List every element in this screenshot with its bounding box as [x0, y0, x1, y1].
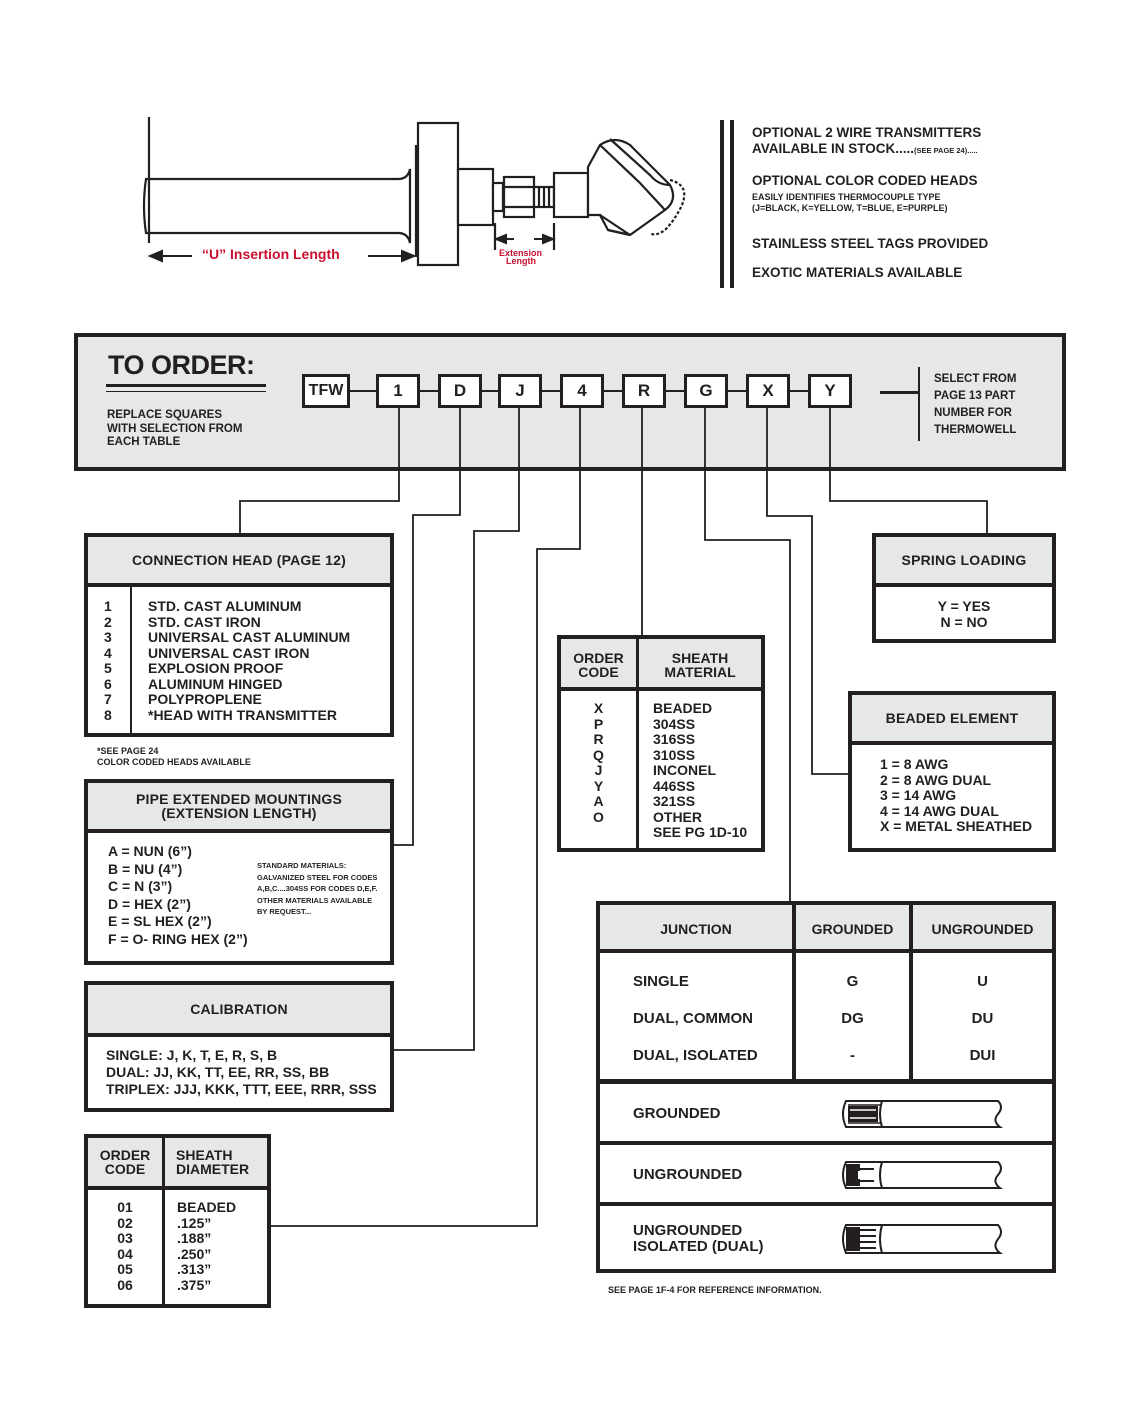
- connection-head-items: [148, 599, 350, 723]
- code-cell: 1: [104, 598, 112, 614]
- code-cell: R: [593, 731, 604, 747]
- order-code-diameter[interactable]: 4: [560, 374, 604, 408]
- item-cell: X = METAL SHEATHED: [880, 818, 1033, 834]
- code-cell: 04: [117, 1245, 133, 1262]
- junction-row-single: SINGLE: [633, 973, 689, 990]
- item-cell: ALUMINUM HINGED: [148, 675, 283, 692]
- connection-head-table: [84, 533, 394, 737]
- junction-row-dual-isolated-g: -: [850, 1047, 855, 1064]
- feature-in-stock-note: (SEE PAGE 24).....: [914, 146, 978, 155]
- junction-table: [596, 901, 1056, 1273]
- order-code-extension[interactable]: D: [438, 374, 482, 408]
- item-cell: 4 = 14 AWG DUAL: [880, 802, 999, 819]
- order-code-spring[interactable]: Y: [808, 374, 852, 408]
- sheath-diameter-table: [84, 1134, 271, 1308]
- item-cell: F = O- RING HEX (2”): [108, 930, 248, 947]
- sheath-material-col2: [639, 651, 761, 679]
- junction-row-dual-isolated-u: DUI: [969, 1047, 996, 1064]
- order-code-calibration[interactable]: J: [498, 374, 542, 408]
- order-instruction-line: WITH SELECTION FROM: [107, 422, 243, 435]
- item-cell: OTHER: [653, 808, 702, 825]
- item-cell: BEADED: [177, 1199, 237, 1215]
- sheath-material-items: [653, 701, 747, 841]
- grounded-junction-icon: [838, 1097, 1008, 1131]
- spring-loading-title: SPRING LOADING: [876, 537, 1052, 587]
- item-cell: UNIVERSAL CAST IRON: [148, 644, 310, 661]
- item-cell: STD. CAST IRON: [148, 613, 261, 630]
- item-cell: B = NU (4”): [108, 860, 183, 877]
- insertion-length-label: “U” Insertion Length: [202, 246, 340, 262]
- sheath-diameter-col1: [88, 1148, 162, 1176]
- order-code-junction[interactable]: G: [684, 374, 728, 408]
- order-code-head[interactable]: 1: [376, 374, 420, 408]
- item-cell: POLYPROPLENE: [148, 691, 262, 707]
- code-cell: 8: [104, 706, 112, 723]
- calibration-title: CALIBRATION: [88, 985, 390, 1037]
- note-line: BY REQUEST...: [257, 907, 312, 916]
- junction-footnote: SEE PAGE 1F-4 FOR REFERENCE INFORMATION.: [608, 1285, 822, 1295]
- select-note-line: THERMOWELL: [934, 424, 1017, 436]
- junction-header-junction: JUNCTION: [660, 921, 732, 937]
- type-line: UNGROUNDED: [633, 1222, 743, 1239]
- junction-row-dual-common-u: DU: [971, 1010, 994, 1027]
- item-cell: UNIVERSAL CAST ALUMINUM: [148, 629, 351, 645]
- feature-color-heads-desc: EASILY IDENTIFIES THERMOCOUPLE TYPE: [752, 192, 941, 202]
- code-cell: 4: [104, 644, 112, 661]
- junction-row-single-u: U: [977, 973, 988, 990]
- code-cell: Q: [593, 746, 604, 763]
- junction-type-ungrounded-isolated: [633, 1223, 764, 1255]
- beaded-element-table: [848, 691, 1056, 852]
- order-code-material[interactable]: R: [622, 374, 666, 408]
- code-cell: 01: [117, 1199, 133, 1215]
- code-cell: X: [593, 700, 604, 716]
- connection-head-note: [97, 746, 251, 768]
- col-header-line: CODE: [104, 1161, 146, 1177]
- sheath-material-col1: [561, 651, 636, 679]
- code-cell: O: [593, 808, 604, 825]
- extension-length-label-2: Length: [506, 256, 536, 266]
- item-cell: 316SS: [653, 731, 696, 747]
- select-note-line: SELECT FROM: [934, 373, 1017, 385]
- col-header-line: MATERIAL: [664, 664, 736, 680]
- ungrounded-isolated-junction-icon: [838, 1221, 1008, 1257]
- sheath-diameter-col2: [176, 1148, 249, 1176]
- item-cell: .188”: [177, 1230, 212, 1246]
- feature-transmitters: OPTIONAL 2 WIRE TRANSMITTERS: [752, 125, 982, 140]
- order-instruction-line: EACH TABLE: [107, 436, 181, 448]
- code-cell: 2: [104, 613, 112, 630]
- item-cell: N = NO: [940, 613, 988, 630]
- item-cell: 310SS: [653, 746, 696, 763]
- order-title: TO ORDER:: [108, 350, 255, 380]
- calibration-table: [84, 981, 394, 1112]
- item-cell: 304SS: [653, 715, 696, 732]
- code-cell: 3: [104, 629, 112, 645]
- pipe-extension-note: [257, 860, 377, 918]
- item-cell: .125”: [177, 1214, 212, 1231]
- select-note-line: PAGE 13 PART: [934, 390, 1016, 402]
- junction-divider-a: [600, 1079, 1052, 1084]
- junction-type-ungrounded: UNGROUNDED: [633, 1166, 743, 1183]
- feature-color-heads: OPTIONAL COLOR CODED HEADS: [752, 173, 978, 188]
- item-cell: 2 = 8 AWG DUAL: [880, 771, 992, 788]
- title-line: PIPE EXTENDED MOUNTINGS: [135, 791, 343, 807]
- junction-type-grounded: GROUNDED: [633, 1105, 721, 1122]
- spring-loading-items: [876, 599, 1052, 630]
- item-cell: SEE PG 1D-10: [653, 824, 748, 840]
- sheath-diameter-codes: [88, 1200, 162, 1293]
- item-cell: D = HEX (2”): [108, 895, 191, 912]
- beaded-element-items: [880, 757, 1032, 835]
- order-code-tfw: TFW: [302, 374, 350, 408]
- calibration-items: [106, 1047, 377, 1098]
- junction-row-dual-common: DUAL, COMMON: [633, 1010, 753, 1027]
- sheath-diameter-items: [177, 1200, 236, 1293]
- note-line: COLOR CODED HEADS AVAILABLE: [97, 757, 251, 767]
- pipe-extension-table: [84, 779, 394, 965]
- connection-head-divider: [130, 587, 132, 737]
- connection-head-title: CONNECTION HEAD (PAGE 12): [88, 537, 390, 587]
- junction-row-dual-isolated: DUAL, ISOLATED: [633, 1047, 758, 1064]
- code-cell: 5: [104, 660, 112, 676]
- item-cell: 321SS: [653, 793, 696, 809]
- item-cell: BEADED: [653, 700, 713, 716]
- pipe-extension-title: [88, 783, 390, 833]
- code-cell: A: [593, 793, 604, 809]
- item-cell: DUAL: JJ, KK, TT, EE, RR, SS, BB: [106, 1064, 330, 1080]
- connection-head-codes: [104, 599, 112, 723]
- item-cell: INCONEL: [653, 762, 716, 778]
- item-cell: .250”: [177, 1245, 212, 1262]
- beaded-element-title: BEADED ELEMENT: [852, 695, 1052, 745]
- extension-length-label-1: Extension: [499, 248, 543, 258]
- col-header-line: DIAMETER: [176, 1161, 250, 1177]
- feature-color-heads-key: (J=BLACK, K=YELLOW, T=BLUE, E=PURPLE): [752, 203, 948, 213]
- code-cell: 02: [117, 1214, 133, 1231]
- order-code-element[interactable]: X: [746, 374, 790, 408]
- feature-exotic: EXOTIC MATERIALS AVAILABLE: [752, 265, 963, 280]
- item-cell: .313”: [177, 1261, 212, 1277]
- sheath-diameter-divider: [162, 1138, 165, 1304]
- code-cell: 7: [104, 691, 112, 707]
- note-line: OTHER MATERIALS AVAILABLE: [257, 895, 373, 905]
- junction-header-ungrounded: UNGROUNDED: [931, 921, 1034, 937]
- ungrounded-junction-icon: [838, 1158, 1008, 1192]
- col-header-line: CODE: [578, 664, 619, 680]
- item-cell: 446SS: [653, 777, 696, 794]
- code-cell: P: [593, 715, 604, 732]
- code-cell: Y: [593, 777, 604, 794]
- junction-divider-c: [600, 1202, 1052, 1206]
- spring-loading-table: [872, 533, 1056, 643]
- col-header-line: SHEATH: [176, 1147, 233, 1163]
- col-header-line: ORDER: [573, 650, 624, 666]
- feature-in-stock-text: AVAILABLE IN STOCK.....: [752, 141, 915, 156]
- item-cell: .375”: [177, 1276, 212, 1293]
- note-line: GALVANIZED STEEL FOR CODES: [257, 872, 378, 882]
- item-cell: EXPLOSION PROOF: [148, 660, 284, 676]
- code-cell: 03: [117, 1230, 133, 1246]
- junction-header-grounded: GROUNDED: [811, 921, 894, 937]
- item-cell: SINGLE: J, K, T, E, R, S, B: [106, 1047, 278, 1063]
- item-cell: TRIPLEX: JJJ, KKK, TTT, EEE, RRR, SSS: [106, 1081, 377, 1097]
- col-header-line: SHEATH: [671, 650, 729, 666]
- junction-row-dual-common-g: DG: [841, 1010, 864, 1027]
- order-instruction-line: REPLACE SQUARES: [107, 409, 223, 421]
- item-cell: E = SL HEX (2”): [108, 913, 212, 929]
- pipe-extension-items: [108, 843, 248, 948]
- sheath-material-codes: [561, 701, 636, 825]
- code-cell: 06: [117, 1276, 133, 1293]
- code-cell: J: [594, 762, 603, 778]
- item-cell: A = NUN (6”): [108, 843, 192, 859]
- item-cell: STD. CAST ALUMINUM: [148, 598, 302, 614]
- sheath-material-table: [557, 635, 765, 852]
- type-line: ISOLATED (DUAL): [633, 1238, 764, 1255]
- junction-row-single-g: G: [846, 973, 859, 990]
- select-note-line: NUMBER FOR: [934, 407, 1012, 419]
- title-line: (EXTENSION LENGTH): [161, 805, 317, 821]
- item-cell: *HEAD WITH TRANSMITTER: [148, 706, 337, 723]
- code-cell: 05: [117, 1261, 133, 1277]
- col-header-line: ORDER: [99, 1147, 151, 1163]
- note-line: STANDARD MATERIALS:: [257, 861, 347, 870]
- note-line: A,B,C....304SS FOR CODES D,E,F.: [257, 884, 378, 893]
- note-line: *SEE PAGE 24: [97, 746, 159, 756]
- item-cell: C = N (3”): [108, 878, 173, 894]
- code-cell: 6: [104, 675, 112, 692]
- item-cell: Y = YES: [937, 598, 991, 614]
- item-cell: 1 = 8 AWG: [880, 756, 949, 772]
- item-cell: 3 = 14 AWG: [880, 787, 957, 803]
- feature-tags: STAINLESS STEEL TAGS PROVIDED: [752, 236, 989, 251]
- junction-divider-b: [600, 1141, 1052, 1145]
